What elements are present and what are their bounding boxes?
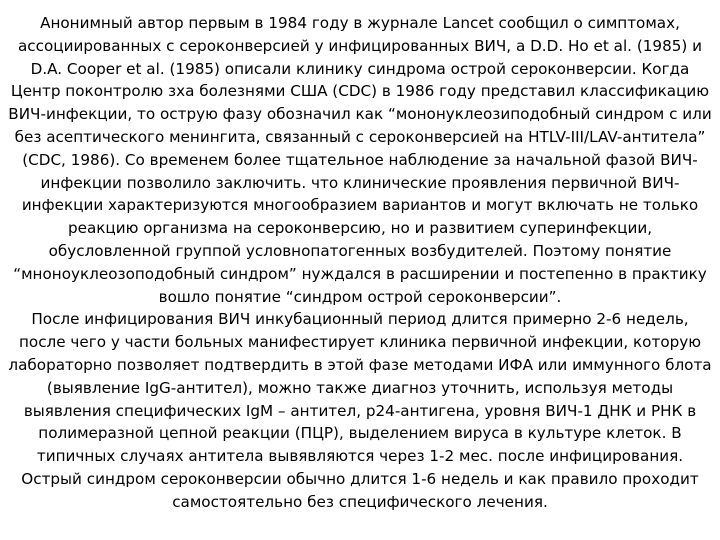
paragraph-history: Анонимный автор первым в 1984 году в журнале Lancet сообщил о симптомах, ассоциированных с сероконверсией у инфицированных ВИЧ, а D.D. Ho et al. (1985) и D.A. Cooper et al. (1985) описали клинику синдрома острой сероконверсии. Когда Центр поконтролю зха болезнями США (CDC) в 1986 году представил классификацию ВИЧ-инфекции, то острую фазу обозначил как “мононуклеозиподобный синдром с или без асептического менингита, связанный с сероконверсией на HTLV-III/LAV-антитела” (CDC, 1986). Со временем более тщательное наблюдение за начальной фазой ВИЧ-инфекции позволило заключить. что клинические проявления первичной ВИЧ-инфекции характеризуются многообразием вариантов и могут включать не только реакцию организма на сероконверсию, но и развитием суперинфекции, обусловленной группой условнопатогенных возбудителей. Поэтому понятие “мноноуклеозоподобный синдром” нуждался в расширении и постепенно в практику вошло понятие “синдром острой сероконверсии”.	[8, 14, 712, 306]
paragraph-duration: Острый синдром сероконверсии обычно длится 1-6 недель и как правило проходит самостоятельно без специфического лечения.	[21, 469, 699, 511]
paragraph-incubation: После инфицирования ВИЧ инкубационный период длится примерно 2-6 недель, после чего у части больных манифестирует клиника первичной инфекции, которую лабораторно позволяет подтвердить в этой фазе методами ИФА или иммунного блота (выявление IgG-антител), можно также диагноз уточнить, используя методы выявления специфических IgM – антител, р24-антигена, уровня ВИЧ-1 ДНК и РНК в полимеразной цепной реакции (ПЦР), выделением вируса в культуре клеток. В типичных случаях антитела вывявляются через 1-2 мес. после инфицирования.	[8, 310, 712, 466]
